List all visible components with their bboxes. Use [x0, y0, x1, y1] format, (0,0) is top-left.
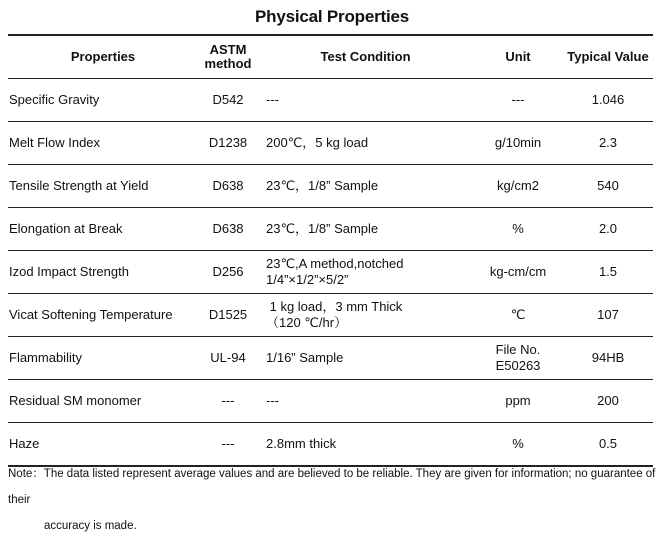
table-body: [8, 79, 653, 467]
cell-test-condition-line: ---: [266, 92, 279, 107]
page-title: Physical Properties: [255, 7, 409, 26]
cell-test-condition: [258, 79, 473, 122]
cell-unit-line: %: [512, 221, 524, 236]
cell-astm-method: D638: [198, 165, 258, 208]
table-row: [8, 294, 653, 337]
cell-property: Specific Gravity: [8, 79, 198, 122]
cell-test-condition-line: 1/16” Sample: [266, 350, 344, 365]
cell-typical-value: 107: [563, 294, 653, 337]
table-row: [8, 337, 653, 380]
cell-test-condition: [258, 208, 473, 251]
cell-unit-line: ℃: [510, 307, 526, 322]
header-unit: Unit: [473, 35, 563, 79]
cell-test-condition-line: 23℃，1/8” Sample: [266, 221, 379, 236]
cell-unit-line: E50263: [495, 358, 541, 373]
cell-astm-method: D638: [198, 208, 258, 251]
cell-astm-method: ---: [198, 423, 258, 467]
cell-property: Elongation at Break: [8, 208, 198, 251]
cell-astm-method: D1238: [198, 122, 258, 165]
cell-typical-value: 1.046: [563, 79, 653, 122]
table-row: [8, 208, 653, 251]
cell-property: Tensile Strength at Yield: [8, 165, 198, 208]
cell-test-condition-line: ---: [266, 393, 279, 408]
cell-property: Izod Impact Strength: [8, 251, 198, 294]
header-astm-line2: method: [204, 56, 252, 71]
cell-unit: [473, 251, 563, 294]
cell-unit: [473, 165, 563, 208]
cell-property: Vicat Softening Temperature: [8, 294, 198, 337]
cell-unit-line: kg/cm2: [497, 178, 539, 193]
cell-typical-value: 94HB: [563, 337, 653, 380]
cell-test-condition: [258, 165, 473, 208]
table-row: [8, 423, 653, 467]
header-typical-value: Typical Value: [563, 35, 653, 79]
cell-typical-value: 0.5: [563, 423, 653, 467]
cell-unit-line: ppm: [505, 393, 531, 408]
cell-unit-line: ---: [511, 92, 525, 107]
cell-property: Residual SM monomer: [8, 380, 198, 423]
table-row: [8, 122, 653, 165]
cell-test-condition-line: （120 ℃/hr）: [266, 315, 348, 330]
cell-astm-method: ---: [198, 380, 258, 423]
cell-test-condition-line: 23℃,A method,notched: [266, 256, 404, 271]
header-astm-line1: ASTM: [209, 42, 247, 57]
cell-test-condition-line: 2.8mm thick: [266, 436, 337, 451]
cell-property: Haze: [8, 423, 198, 467]
cell-unit: [473, 79, 563, 122]
cell-astm-method: UL-94: [198, 337, 258, 380]
footnote: [8, 461, 656, 539]
cell-unit: [473, 380, 563, 423]
cell-typical-value: 200: [563, 380, 653, 423]
table-row: [8, 165, 653, 208]
cell-typical-value: 2.3: [563, 122, 653, 165]
header-test-condition: Test Condition: [258, 35, 473, 79]
cell-typical-value: 1.5: [563, 251, 653, 294]
cell-unit-line: g/10min: [494, 135, 542, 150]
cell-unit: [473, 423, 563, 467]
cell-test-condition-line: 200℃，5 kg load: [266, 135, 369, 150]
table-header-row: [8, 35, 653, 79]
cell-typical-value: 2.0: [563, 208, 653, 251]
cell-astm-method: D542: [198, 79, 258, 122]
cell-test-condition-line: 23℃，1/8” Sample: [266, 178, 379, 193]
cell-test-condition: [258, 423, 473, 467]
cell-test-condition: [258, 380, 473, 423]
physical-properties-table: [8, 34, 653, 467]
cell-astm-method: D256: [198, 251, 258, 294]
cell-unit-line: kg-cm/cm: [489, 264, 547, 279]
footnote-line-2: accuracy is made.: [44, 520, 137, 532]
cell-test-condition: [258, 337, 473, 380]
cell-unit: [473, 122, 563, 165]
table-row: [8, 251, 653, 294]
cell-astm-method: D1525: [198, 294, 258, 337]
table-row: [8, 380, 653, 423]
footnote-line-1: Note：The data listed represent average values and are believed to be reliable. They are given for information; no guarantee of their: [8, 468, 656, 506]
cell-property: Flammability: [8, 337, 198, 380]
cell-test-condition-line: 1/4”×1/2”×5/2”: [266, 272, 349, 287]
cell-test-condition: [258, 251, 473, 294]
cell-property: Melt Flow Index: [8, 122, 198, 165]
cell-typical-value: 540: [563, 165, 653, 208]
table-row: [8, 79, 653, 122]
cell-unit: [473, 294, 563, 337]
cell-test-condition: [258, 294, 473, 337]
header-astm-method: [198, 35, 258, 79]
cell-unit-line: %: [512, 436, 524, 451]
cell-test-condition-line: 1 kg load，3 mm Thick: [266, 299, 403, 314]
cell-test-condition: [258, 122, 473, 165]
cell-unit: [473, 337, 563, 380]
cell-unit-line: File No.: [495, 342, 541, 357]
cell-unit: [473, 208, 563, 251]
header-properties: Properties: [8, 35, 198, 79]
